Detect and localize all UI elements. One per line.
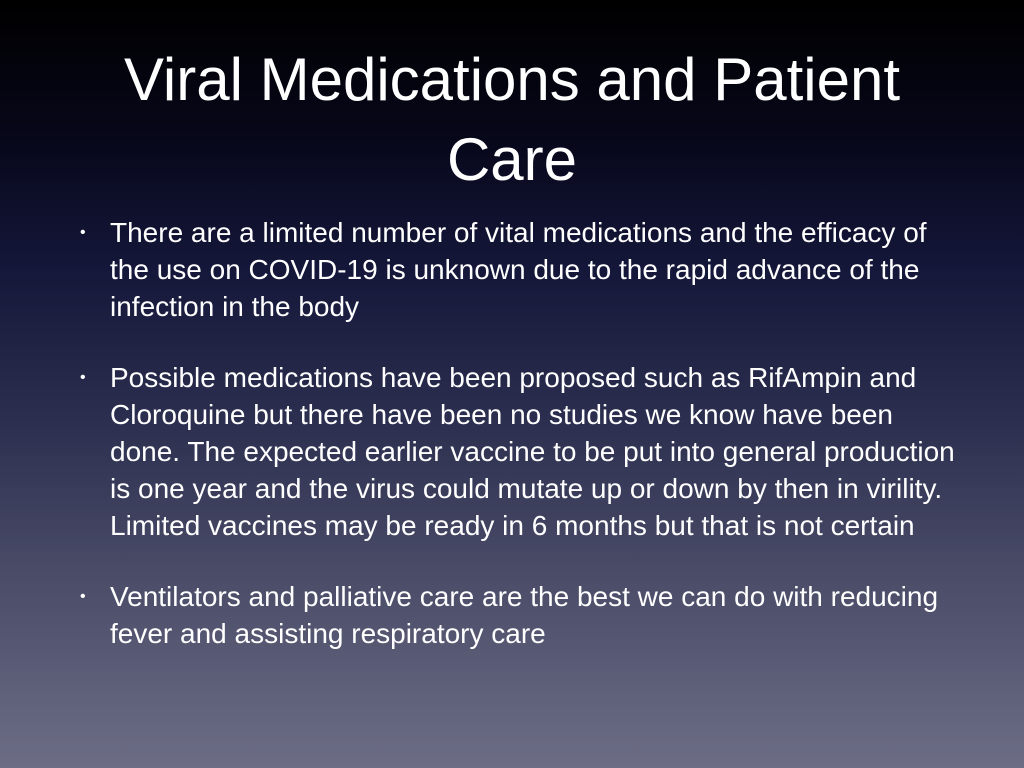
bullet-marker: • [80, 369, 86, 386]
slide-title: Viral Medications and Patient Care [123, 46, 900, 193]
bullet-item [76, 359, 956, 544]
bullet-marker: • [80, 224, 86, 241]
bullet-marker: • [80, 588, 86, 605]
bullet-item [76, 578, 956, 652]
bullet-text: Ventilators and palliative care are the best we can do with reducing fever and assisting respiratory care [110, 581, 939, 649]
bullet-text: There are a limited number of vital medications and the efficacy of the use on COVID-19 is unknown due to the rapid advance of the infection in the body [110, 217, 927, 322]
bullet-list [76, 214, 956, 686]
bullet-item [76, 214, 956, 325]
bullet-text: Possible medications have been proposed such as RifAmpin and Cloroquine but there have been no studies we know have been done. The expected earlier vaccine to be put into general production is one year and the virus could mutate up or down by then in virility. Limited vaccines may be ready in 6 months but that is not certain [110, 362, 955, 541]
